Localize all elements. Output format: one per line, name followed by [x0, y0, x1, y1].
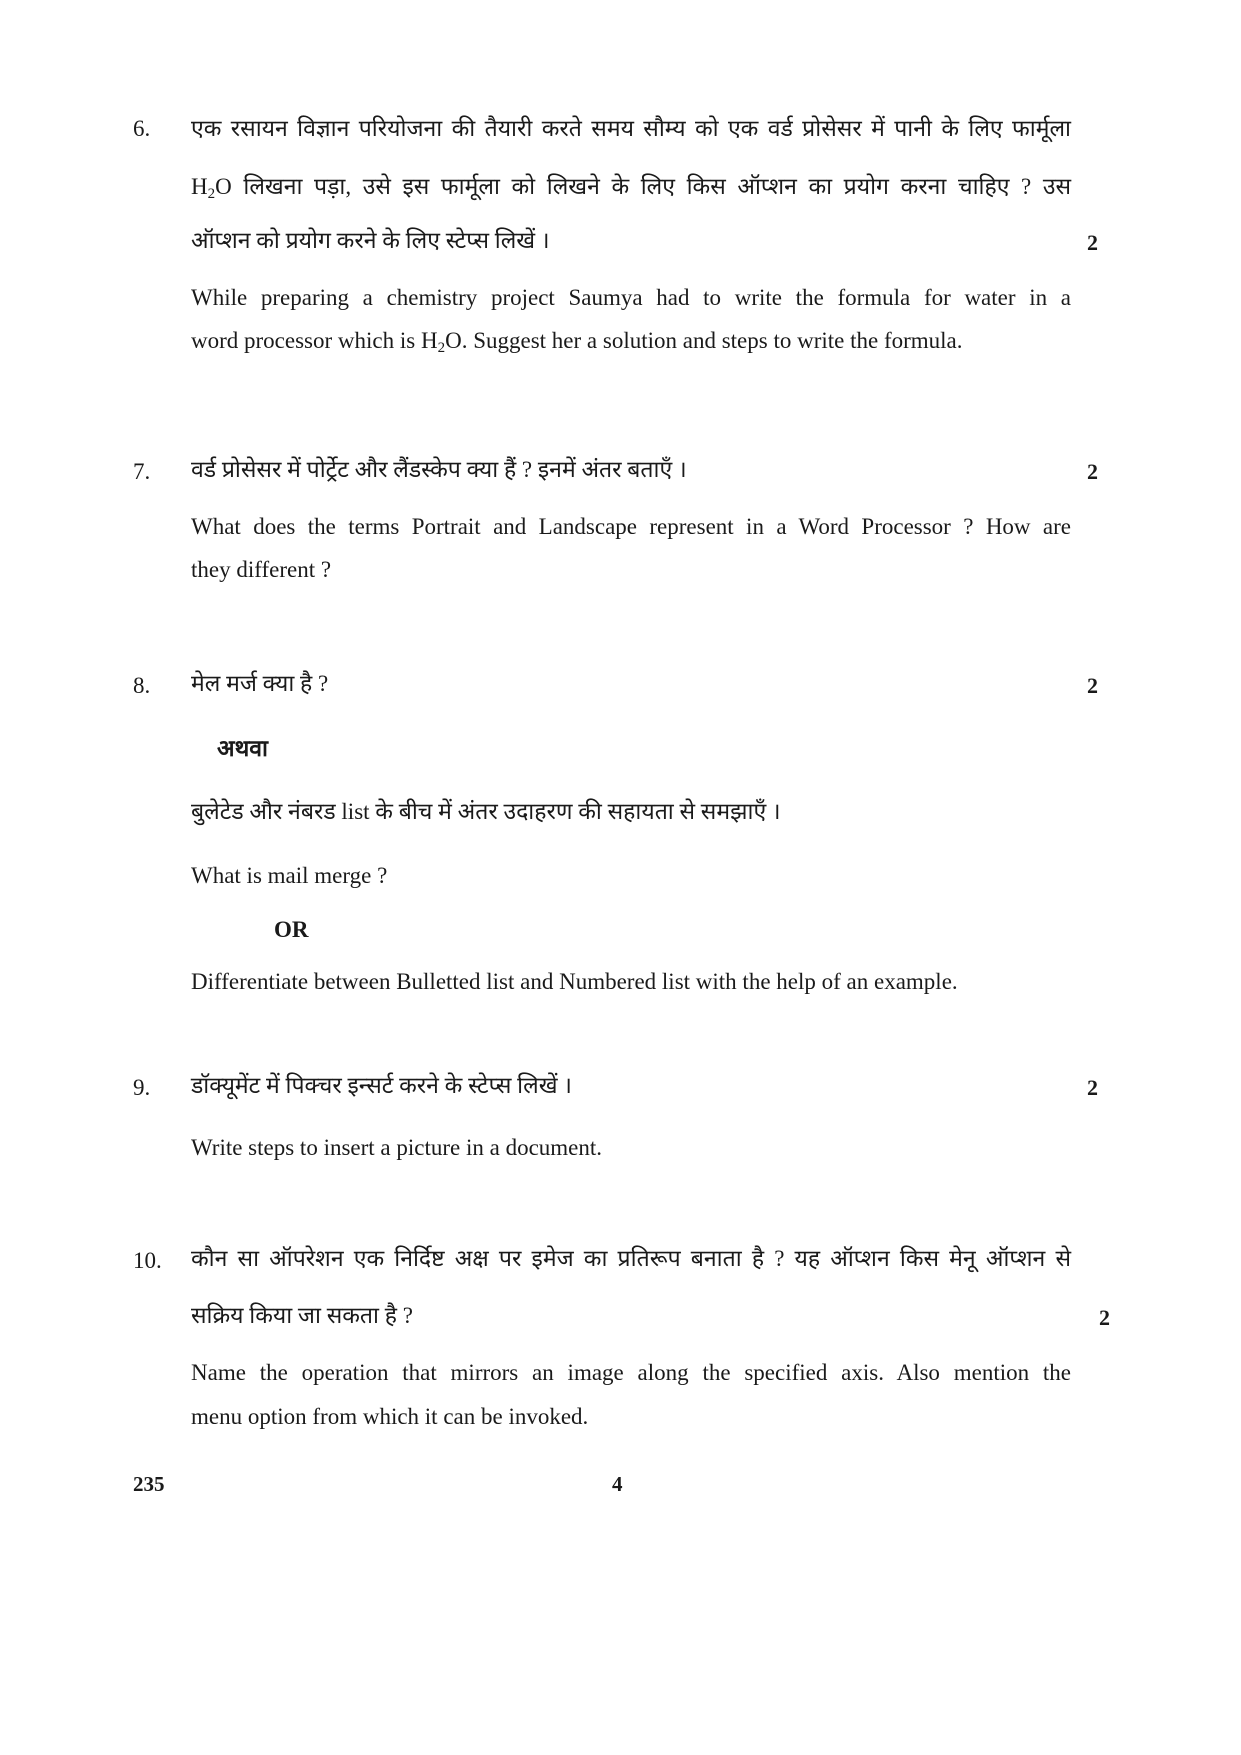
question-english-line: they different ?: [191, 557, 332, 582]
question-english-alternative: Differentiate between Bulletted list and Numbered list with the help of an example.: [191, 969, 958, 994]
marks: 2: [1087, 673, 1098, 698]
question-english-line: What does the terms Portrait and Landscape represent in a Word Processor ? How are: [191, 514, 1071, 539]
question-number: 7.: [133, 459, 151, 484]
question-hindi-line: एक रसायन विज्ञान परियोजना की तैयारी करते समय सौम्य को एक वर्ड प्रोसेसर में पानी के लिए फार्मूला: [191, 116, 1071, 141]
question-hindi-line: सक्रिय किया जा सकता है ?: [191, 1303, 413, 1328]
marks: 2: [1099, 1305, 1110, 1330]
question-hindi: वर्ड प्रोसेसर में पोर्ट्रेट और लैंडस्केप क्या हैं ? इनमें अंतर बताएँ ।: [191, 457, 687, 482]
question-english-line-with-formula: word processor which is $H_2O$. Suggest her a solution and steps to write the formula.: [191, 328, 963, 356]
question-english: What is mail merge ?: [191, 863, 388, 888]
page-number: 4: [612, 1472, 623, 1496]
question-hindi: डॉक्यूमेंट में पिक्चर इन्सर्ट करने के स्टेप्स लिखें ।: [191, 1073, 572, 1098]
question-english: Write steps to insert a picture in a document.: [191, 1135, 603, 1160]
formula: $H_2O$: [420, 328, 462, 356]
question-english-line: While preparing a chemistry project Saumya had to write the formula for water in a: [191, 285, 1071, 310]
question-number: 8.: [133, 673, 151, 698]
marks: 2: [1087, 459, 1098, 484]
question-number: 9.: [133, 1075, 151, 1100]
question-hindi-alternative: बुलेटेड और नंबरड list के बीच में अंतर उदाहरण की सहायता से समझाएँ ।: [191, 799, 781, 824]
question-hindi-line: ऑप्शन को प्रयोग करने के लिए स्टेप्स लिखें ।: [191, 228, 550, 253]
formula: $H_2O$: [191, 174, 232, 202]
english-or-label: OR: [274, 917, 309, 942]
paper-code: 235: [133, 1472, 165, 1496]
question-hindi-line: कौन सा ऑपरेशन एक निर्दिष्ट अक्ष पर इमेज का प्रतिरूप बनाता है ? यह ऑप्शन किस मेनू ऑप्शन से: [191, 1246, 1071, 1271]
question-number: 10.: [133, 1248, 162, 1273]
question-number: 6.: [133, 116, 151, 141]
marks: 2: [1087, 1075, 1098, 1100]
question-hindi: मेल मर्ज क्या है ?: [191, 671, 329, 696]
question-hindi-line-with-formula: $H_2O$ लिखना पड़ा, उसे इस फार्मूला को लिखने के लिए किस ऑप्शन का प्रयोग करना चाहिए ? उस: [191, 174, 1072, 202]
hindi-or-label: अथवा: [217, 736, 269, 761]
question-english-line: Name the operation that mirrors an image along the specified axis. Also mention the: [191, 1360, 1071, 1385]
question-english-line: menu option from which it can be invoked.: [191, 1404, 589, 1429]
marks: 2: [1087, 230, 1098, 255]
